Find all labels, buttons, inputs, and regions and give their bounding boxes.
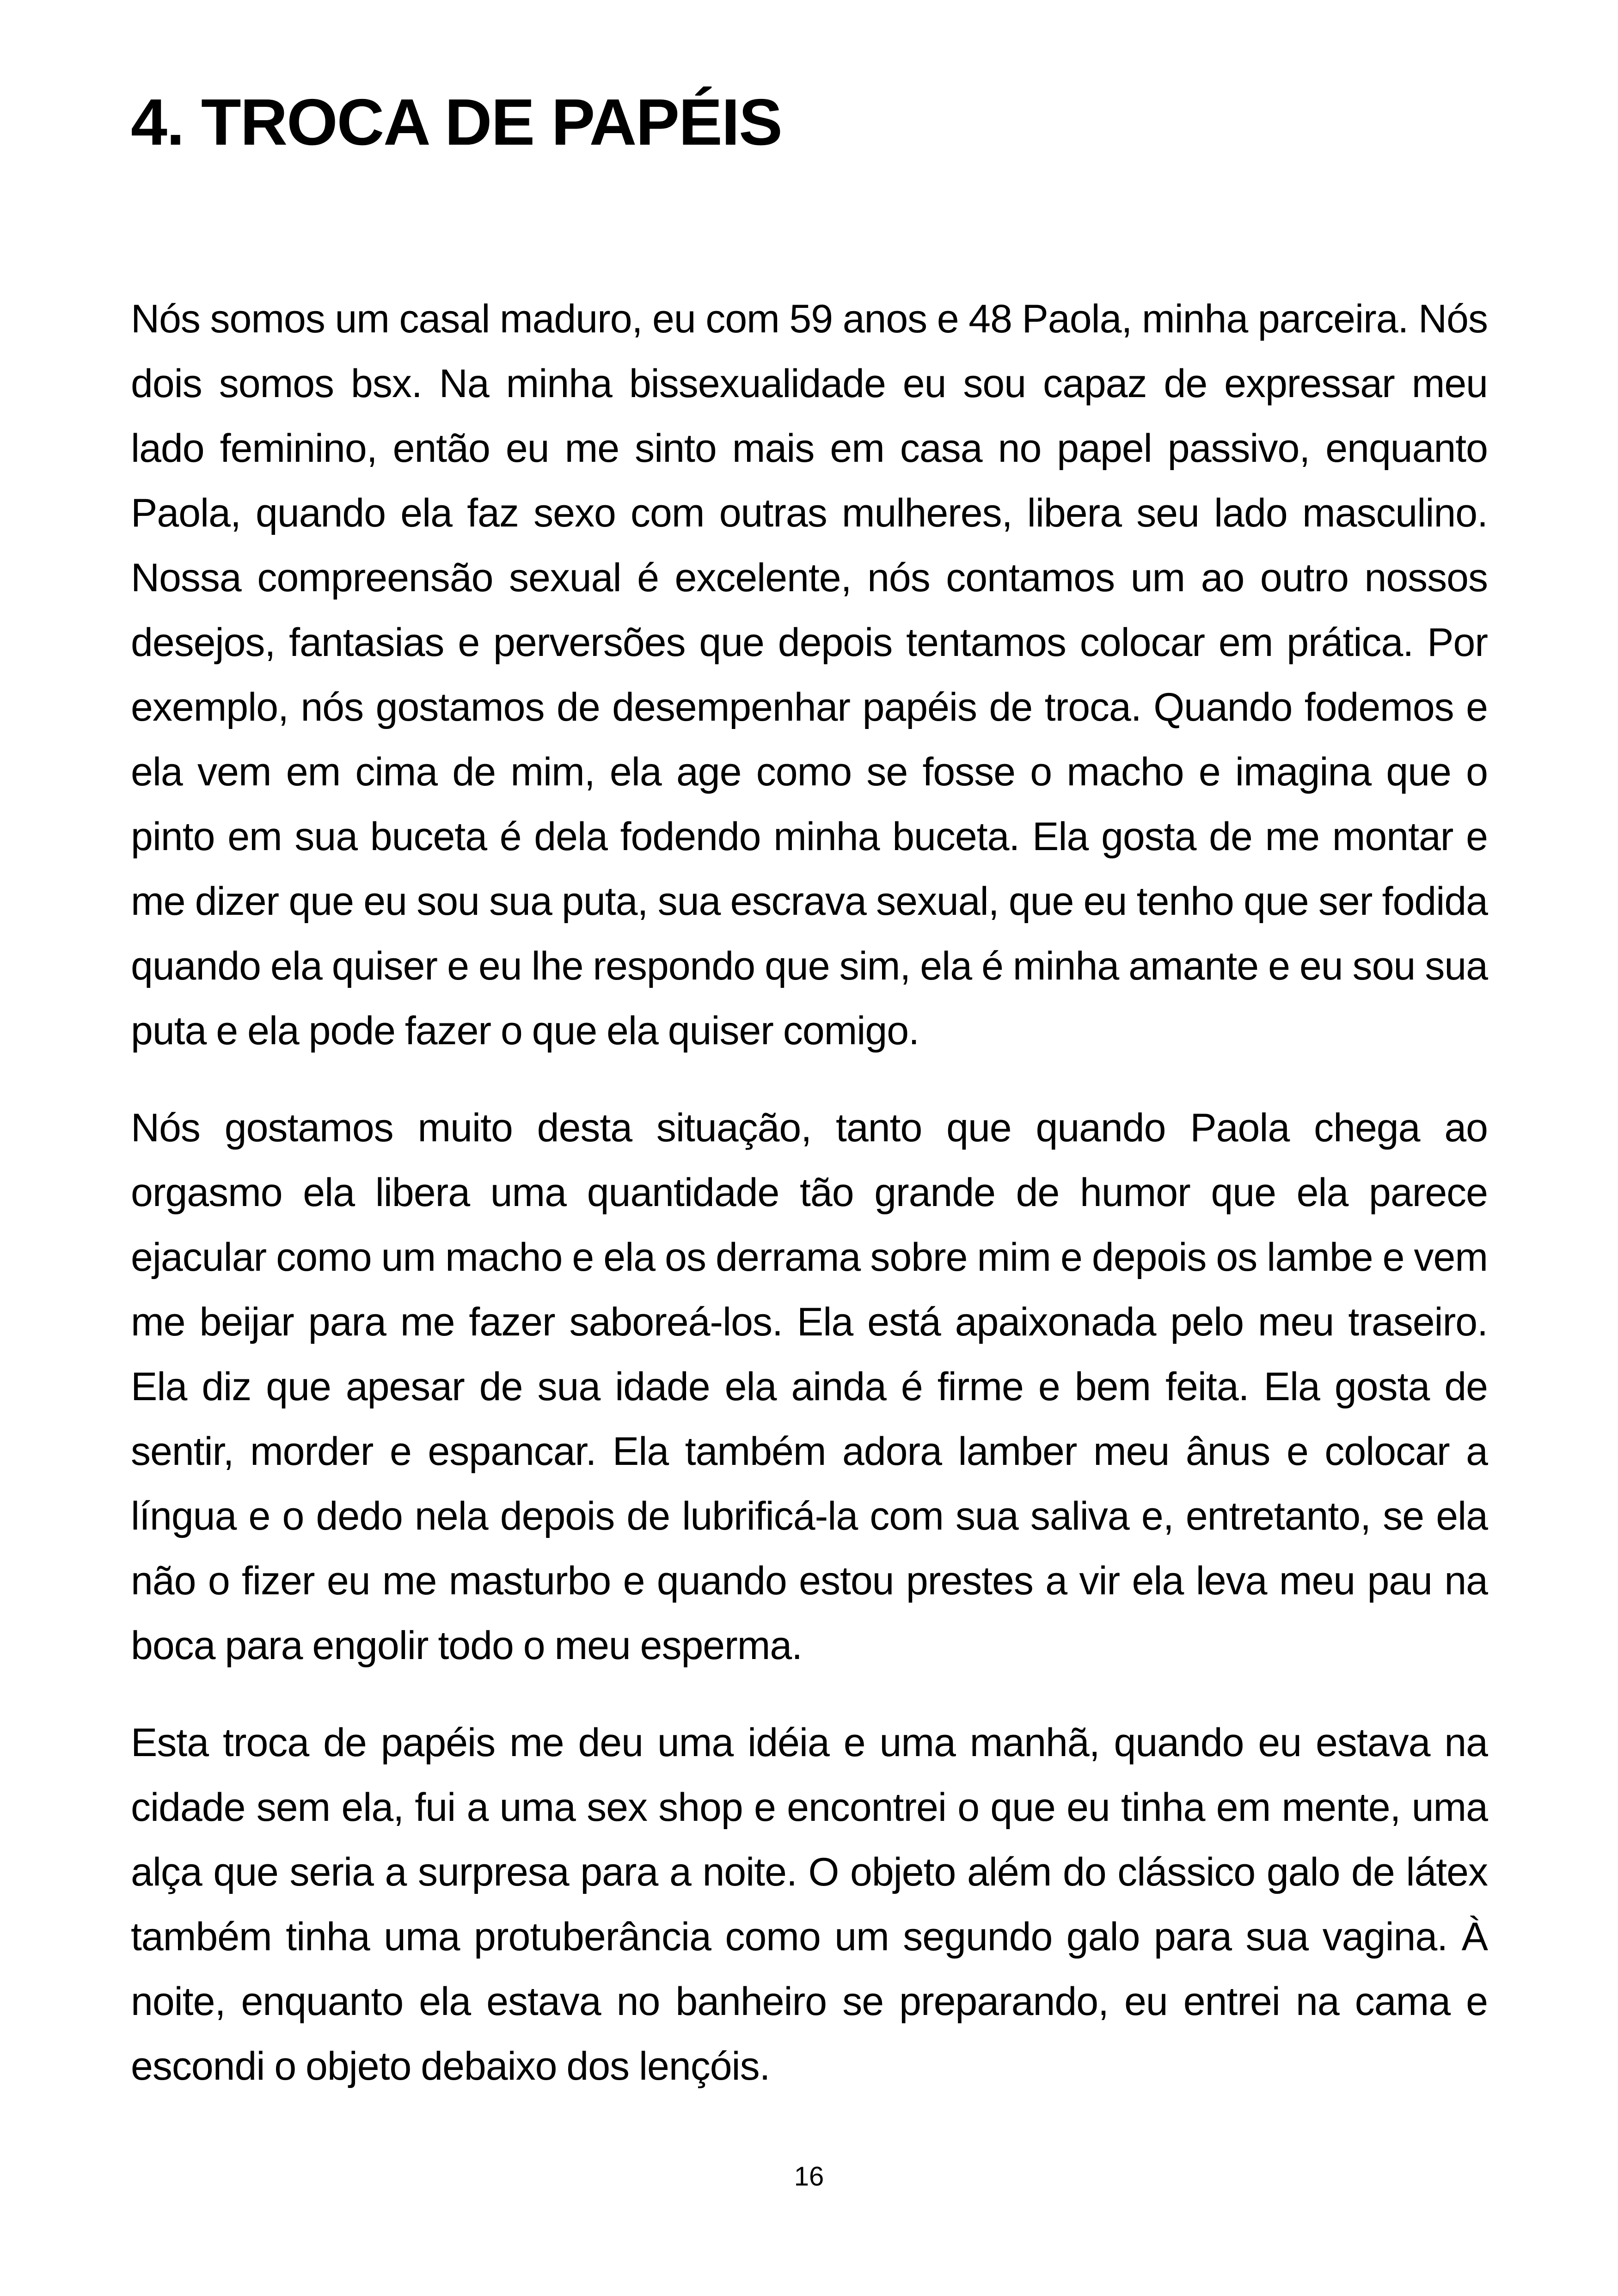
paragraph-1: Nós somos um casal maduro, eu com 59 anos e 48 Paola, minha parceira. Nós dois somos bsx. Na minha bissexualidade eu sou capaz de expressar meu lado feminino, então eu me sinto mais em casa no papel passivo, enquanto Paola, quando ela faz sexo com outras mulheres, libera seu lado masculino. Nossa compreensão sexual é excelente, nós contamos um ao outro nossos desejos, fantasias e perversões que depois tentamos colocar em prática. Por exemplo, nós gostamos de desempenhar papéis de troca. Quando fodemos e ela vem em cima de mim, ela age como se fosse o macho e imagina que o pinto em sua buceta é dela fodendo minha buceta. Ela gosta de me montar e me dizer que eu sou sua puta, sua escrava sexual, que eu tenho que ser fodida quando ela quiser e eu lhe respondo que sim, ela é minha amante e eu sou sua puta e ela pode fazer o que ela quiser comigo. — [131, 297, 1488, 1053]
body-text — [131, 287, 1488, 2131]
chapter-title: 4. TROCA DE PAPÉIS — [131, 86, 782, 159]
paragraph-3: Esta troca de papéis me deu uma idéia e uma manhã, quando eu estava na cidade sem ela, fui a uma sex shop e encontrei o que eu tinha em mente, uma alça que seria a surpresa para a noite. O objeto além do clássico galo de látex também tinha uma protuberância como um segundo galo para sua vagina. À noite, enquanto ela estava no banheiro se preparando, eu entrei na cama e escondi o objeto debaixo dos lençóis. — [131, 1720, 1488, 2088]
page-number: 16 — [794, 2161, 824, 2192]
paragraph-2: Nós gostamos muito desta situação, tanto que quando Paola chega ao orgasmo ela libera uma quantidade tão grande de humor que ela parece ejacular como um macho e ela os derrama sobre mim e depois os lambe e vem me beijar para me fazer saboreá-los. Ela está apaixonada pelo meu traseiro. Ela diz que apesar de sua idade ela ainda é firme e bem feita. Ela gosta de sentir, morder e espancar. Ela também adora lamber meu ânus e colocar a língua e o dedo nela depois de lubrificá-la com sua saliva e, entretanto, se ela não o fizer eu me masturbo e quando estou prestes a vir ela leva meu pau na boca para engolir todo o meu esperma. — [131, 1106, 1488, 1668]
